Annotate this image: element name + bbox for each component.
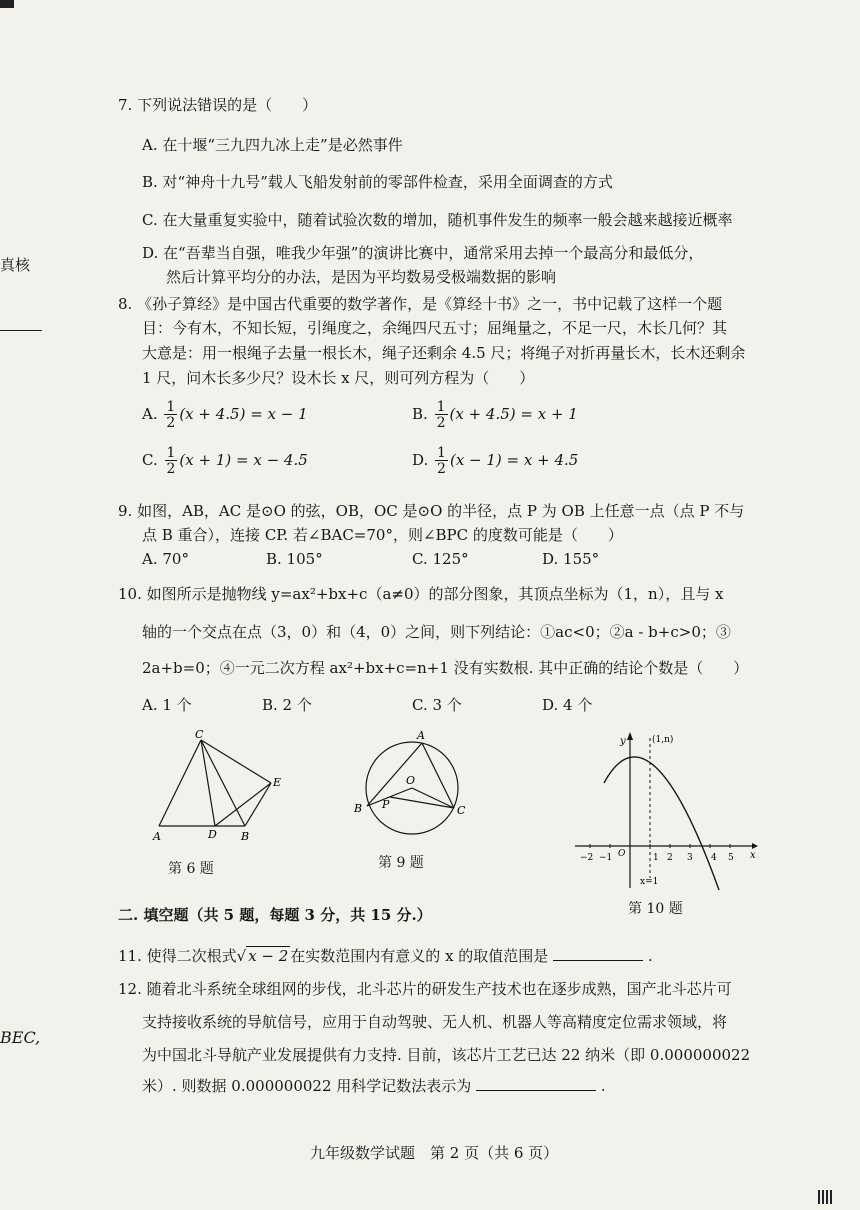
- margin-text-left: 真核: [0, 256, 31, 274]
- figure-6-caption: 第 6 题: [168, 861, 214, 877]
- q8-line2: 目：今有木，不知长短，引绳度之，余绳四尺五寸；屈绳量之，不足一尺，木长几何？其: [142, 319, 728, 337]
- q9-option-d: D. 155°: [542, 550, 600, 568]
- sqrt-symbol: √: [236, 947, 247, 965]
- fraction-half: $\frac{1}{2}$: [436, 399, 446, 431]
- tick-label-neg1: −1: [599, 853, 613, 863]
- fraction-half: $\frac{1}{2}$: [166, 445, 176, 477]
- q7-option-a: A. 在十堰“三九四九冰上走”是必然事件: [142, 136, 403, 154]
- segment-ca: [159, 740, 201, 826]
- q9-line2: 点 B 重合），连接 CP. 若∠BAC=70°，则∠BPC 的度数可能是（ ）: [142, 526, 623, 544]
- q9-line1: 9. 如图，AB，AC 是⊙O 的弦，OB，OC 是⊙O 的半径，点 P 为 OB 上任意一点（点 P 不与: [118, 502, 745, 520]
- fraction-half: $\frac{1}{2}$: [166, 399, 176, 431]
- margin-text-bec: BEC,: [0, 1028, 41, 1047]
- tick-label-4: 4: [711, 853, 717, 863]
- q7-option-c: C. 在大量重复实验中，随着试验次数的增加，随机事件发生的频率一般会越来越接近概率: [142, 211, 733, 229]
- q8-line3: 大意是：用一根绳子去量一根长木，绳子还剩余 4.5 尺；将绳子对折再量长木，长木还剩余: [142, 344, 746, 362]
- tick-label-3: 3: [687, 853, 693, 863]
- q12-line4: 米）. 则数据 0.000000022 用科学记数法表示为 .: [142, 1077, 606, 1095]
- q10-option-c: C. 3 个: [412, 696, 462, 714]
- label-c: C: [195, 728, 204, 741]
- margin-line: [0, 330, 42, 331]
- q8-option-d: D. $\frac{1}{2}$ (x − 1) = x + 4.5: [412, 445, 579, 477]
- q7-option-b: B. 对“神舟十九号”载人飞船发射前的零部件检查，采用全面调查的方式: [142, 173, 613, 191]
- radius-ob: [367, 788, 412, 806]
- label-o: O: [406, 774, 416, 787]
- tick-label-neg2: −2: [580, 853, 594, 863]
- q10-line3: 2a+b=0；④一元二次方程 ax²+bx+c=n+1 没有实数根. 其中正确的结论个数是（ ）: [142, 659, 749, 677]
- chord-ac: [422, 743, 454, 808]
- origin-label: O: [618, 849, 626, 859]
- q9-option-c: C. 125°: [412, 550, 469, 568]
- parabola-curve: [604, 757, 719, 890]
- label-b: B: [354, 802, 363, 815]
- tick-label-1: 1: [653, 853, 659, 863]
- y-axis-label: y: [620, 736, 626, 747]
- label-b: B: [241, 830, 250, 843]
- question-11: 11. 使得二次根式√ x − 2 在实数范围内有意义的 x 的取值范围是 .: [118, 947, 653, 965]
- vertex-label: (1,n): [652, 735, 674, 745]
- section-2-title: 二. 填空题（共 5 题，每题 3 分，共 15 分.）: [118, 906, 432, 924]
- q7-stem: 7. 下列说法错误的是（ ）: [118, 96, 318, 114]
- answer-blank-11[interactable]: [553, 960, 643, 961]
- x-axis-arrow: [752, 843, 758, 849]
- label-a: A: [153, 830, 161, 843]
- label-e: E: [273, 776, 282, 789]
- figure-10: [570, 728, 765, 893]
- q10-option-b: B. 2 个: [262, 696, 312, 714]
- q10-option-d: D. 4 个: [542, 696, 593, 714]
- answer-blank-12[interactable]: [476, 1090, 596, 1091]
- segment-eb: [245, 783, 271, 826]
- qr-code-icon: [818, 1190, 832, 1204]
- y-axis-arrow: [627, 732, 633, 740]
- q10-line2: 轴的一个交点在点（3，0）和（4，0）之间，则下列结论：①ac<0；②a - b+c>0；③: [142, 623, 731, 641]
- q12-line2: 支持接收系统的导航信号，应用于自动驾驶、无人机、机器人等高精度定位需求领域，将: [142, 1013, 728, 1031]
- tick-label-2: 2: [667, 853, 673, 863]
- q8-line1: 8. 《孙子算经》是中国古代重要的数学著作，是《算经十书》之一，书中记载了这样一个题: [118, 295, 723, 313]
- page-footer: 九年级数学试题 第 2 页（共 6 页）: [310, 1144, 559, 1162]
- label-p: P: [382, 798, 390, 811]
- q12-line3: 为中国北斗导航产业发展提供有力支持. 目前，该芯片工艺已达 22 纳米（即 0.000000022: [142, 1046, 751, 1064]
- segment-de: [215, 783, 271, 826]
- q8-line4: 1 尺，问木长多少尺？设木长 x 尺，则可列方程为（ ）: [142, 369, 535, 387]
- q10-option-a: A. 1 个: [142, 696, 192, 714]
- x-axis-label: x: [750, 850, 756, 861]
- label-a: A: [417, 729, 425, 742]
- symmetry-label: x=1: [640, 877, 659, 887]
- tick-label-5: 5: [728, 853, 734, 863]
- scan-edge-mark: [0, 0, 14, 8]
- label-d: D: [208, 828, 217, 841]
- q8-option-b: B. $\frac{1}{2}$ (x + 4.5) = x + 1: [412, 399, 578, 431]
- q7-option-d-line2: 然后计算平均分的办法，是因为平均数易受极端数据的影响: [166, 268, 557, 286]
- q10-line1: 10. 如图所示是抛物线 y=ax²+bx+c（a≠0）的部分图象，其顶点坐标为（1，n），且与 x: [118, 585, 724, 603]
- q12-line1: 12. 随着北斗系统全球组网的步伐，北斗芯片的研发生产技术也在逐步成熟，国产北斗芯片可: [118, 980, 732, 998]
- q8-option-c: C. $\frac{1}{2}$ (x + 1) = x − 4.5: [142, 445, 308, 477]
- figure-10-caption: 第 10 题: [628, 901, 683, 917]
- figure-9: [350, 728, 470, 840]
- q9-option-b: B. 105°: [266, 550, 323, 568]
- radicand: x − 2: [248, 947, 289, 965]
- q9-option-a: A. 70°: [142, 550, 189, 568]
- radius-oc: [412, 788, 454, 808]
- q7-option-d-line1: D. 在“吾辈当自强，唯我少年强”的演讲比赛中，通常采用去掉一个最高分和最低分，: [142, 244, 704, 262]
- segment-cp: [390, 797, 454, 808]
- figure-9-caption: 第 9 题: [378, 855, 424, 871]
- figure-6: [145, 728, 295, 848]
- q8-option-a: A. $\frac{1}{2}$ (x + 4.5) = x − 1: [142, 399, 308, 431]
- fraction-half: $\frac{1}{2}$: [437, 445, 446, 477]
- label-c: C: [457, 804, 466, 817]
